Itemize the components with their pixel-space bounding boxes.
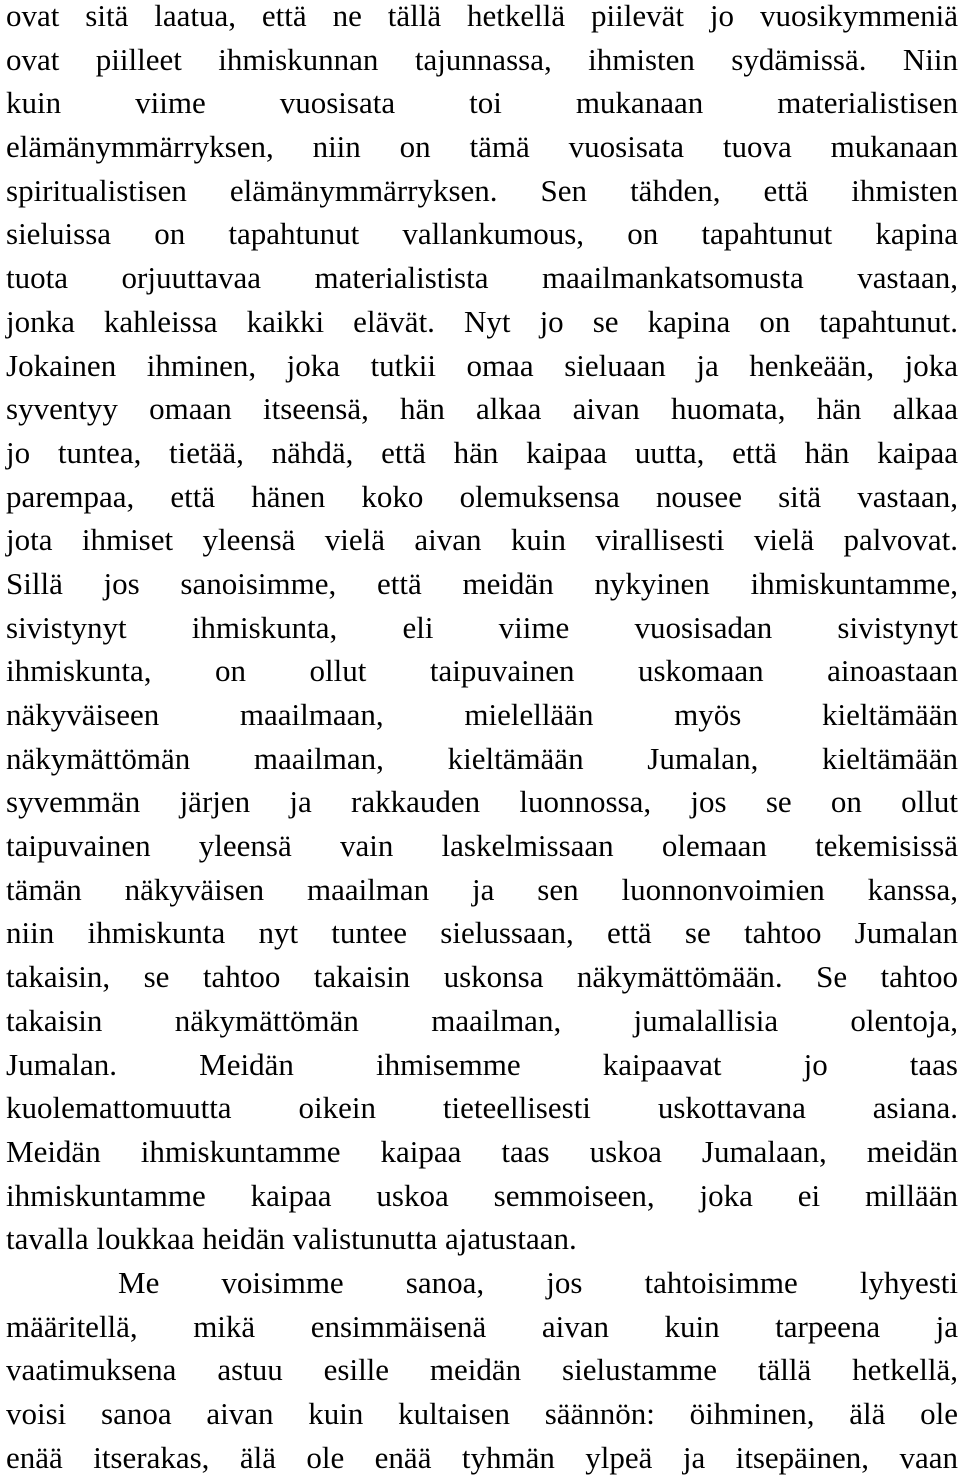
text-line: tavalla loukkaa heidän valistunutta ajatustaan. [6, 1221, 577, 1257]
text-line: kuin viime vuosisata toi mukanaan materialistisen [6, 85, 958, 121]
text-line: parempaa, että hänen koko olemuksensa nousee sitä vastaan, [6, 478, 958, 514]
document-page [6, 0, 958, 1479]
text-line: syventyy omaan itseensä, hän alkaa aivan huomata, hän alkaa [6, 391, 958, 427]
text-line: takaisin näkymättömän maailman, jumalallisia olentoja, [6, 1002, 958, 1038]
text-line: taipuvainen yleensä vain laskelmissaan olemaan tekemisissä [6, 828, 958, 864]
text-line: Jumalan. Meidän ihmisemme kaipaavat jo taas [6, 1046, 958, 1082]
paragraph-2 [6, 1261, 958, 1479]
text-line: jonka kahleissa kaikki elävät. Nyt jo se kapina on tapahtunut. [6, 303, 958, 339]
text-line: tämän näkyväisen maailman ja sen luonnonvoimien kanssa, [6, 871, 958, 907]
text-line: näkyväiseen maailmaan, mielellään myös kieltämään [6, 697, 958, 732]
text-line: määritellä, mikä ensimmäisenä aivan kuin tarpeena ja [6, 1308, 958, 1344]
text-line: jo tuntea, tietää, nähdä, että hän kaipaa uutta, että hän kaipaa [6, 434, 958, 470]
text-line: Sillä jos sanoisimme, että meidän nykyinen ihmiskuntamme, [6, 565, 958, 601]
paragraph-1 [6, 0, 958, 1261]
text-line: spiritualistisen elämänymmärryksen. Sen tähden, että ihmisten [6, 172, 958, 208]
text-line: ihmiskuntamme kaipaa uskoa semmoiseen, joka ei millään [6, 1177, 958, 1213]
text-line: kuolemattomuutta oikein tieteellisesti uskottavana asiana. [6, 1090, 958, 1126]
text-line: Me voisimme sanoa, jos tahtoisimme lyhyesti [118, 1264, 958, 1300]
text-line: Meidän ihmiskuntamme kaipaa taas uskoa Jumalaan, meidän [6, 1133, 958, 1169]
text-line: vaatimuksena astuu esille meidän sielustamme tällä hetkellä, [6, 1352, 958, 1388]
text-line: näkymättömän maailman, kieltämään Jumalan, kieltämään [6, 740, 958, 776]
text-line: Jokainen ihminen, joka tutkii omaa sieluaan ja henkeään, joka [6, 347, 958, 383]
text-line: enää itserakas, älä ole enää tyhmän ylpeä ja itsepäinen, vaan [6, 1439, 958, 1475]
text-line: jota ihmiset yleensä vielä aivan kuin virallisesti vielä palvovat. [6, 522, 958, 558]
text-line: tuota orjuuttavaa materialistista maailmankatsomusta vastaan, [6, 260, 958, 296]
text-line: sivistynyt ihmiskunta, eli viime vuosisadan sivistynyt [6, 609, 958, 645]
text-line: sieluissa on tapahtunut vallankumous, on tapahtunut kapina [6, 216, 958, 252]
text-line: niin ihmiskunta nyt tuntee sielussaan, että se tahtoo Jumalan [6, 915, 958, 951]
text-line: voisi sanoa aivan kuin kultaisen säännön: öihminen, älä ole [6, 1396, 958, 1431]
text-line: ihmiskunta, on ollut taipuvainen uskomaan ainoastaan [6, 653, 958, 689]
text-line: syvemmän järjen ja rakkauden luonnossa, jos se on ollut [6, 784, 958, 820]
text-line: ovat piilleet ihmiskunnan tajunnassa, ihmisten sydämissä. Niin [6, 41, 958, 77]
text-line: elämänymmärryksen, niin on tämä vuosisata tuova mukanaan [6, 129, 958, 165]
text-line: ovat sitä laatua, että ne tällä hetkellä piilevät jo vuosikymmeniä [6, 0, 958, 33]
text-line: takaisin, se tahtoo takaisin uskonsa näkymättömään. Se tahtoo [6, 959, 958, 995]
